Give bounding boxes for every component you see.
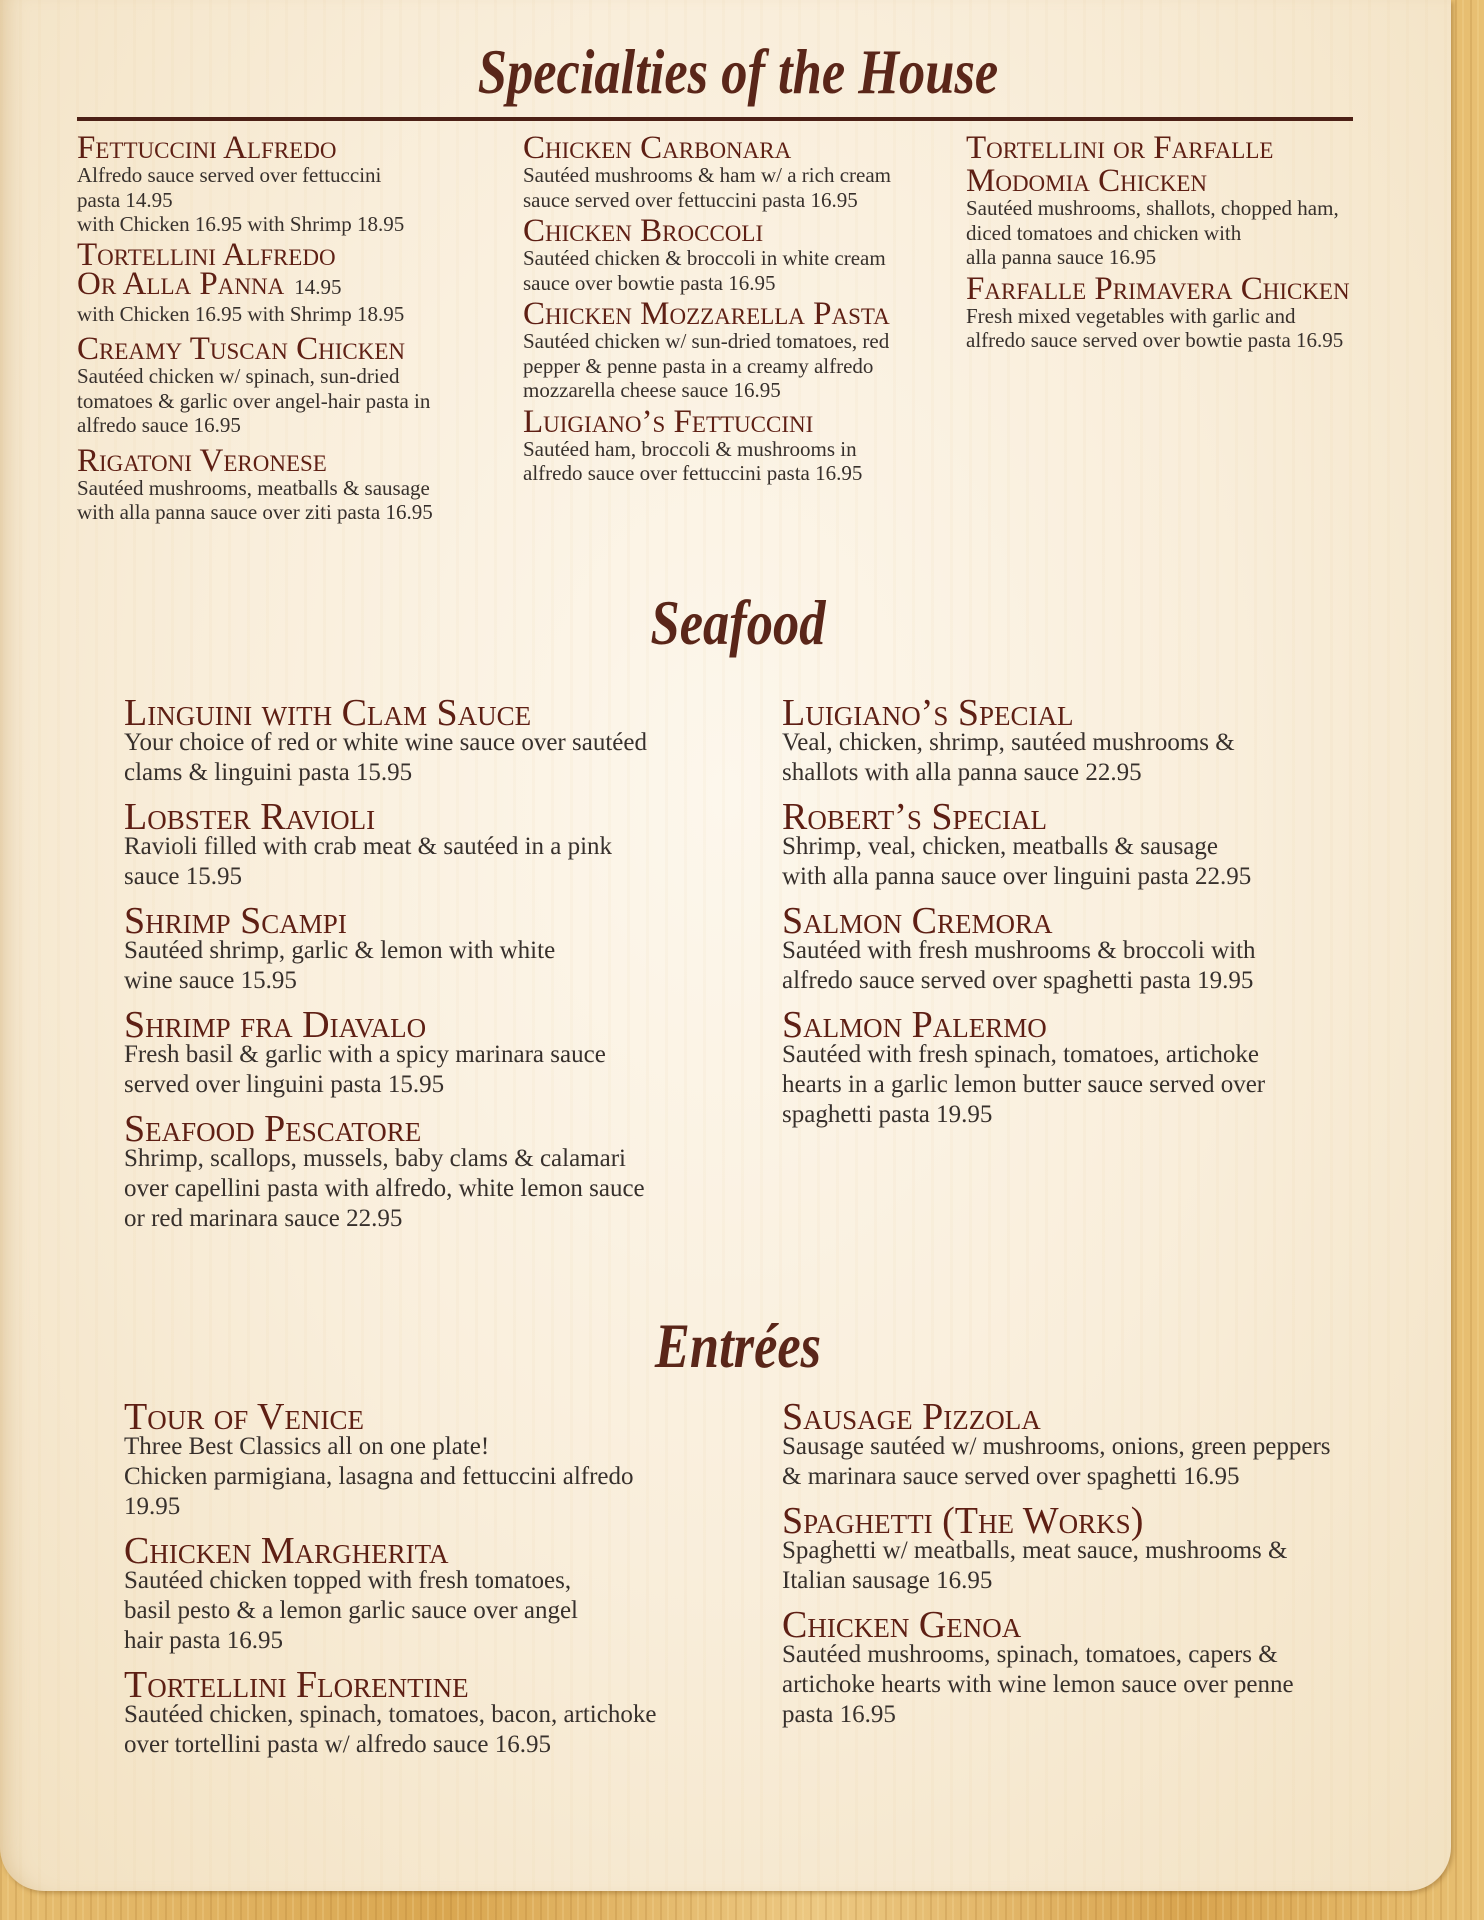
menu-item-name-text: Rigatoni Veronese [77,442,327,479]
menu-item-description-line: pasta 16.95 [782,1701,896,1728]
menu-item-description-line: Sautéed mushrooms, spinach, tomatoes, capers & [782,1641,1278,1668]
menu-item-description-line: Sautéed mushrooms, meatballs & sausage [77,475,430,500]
menu-item-description-line: Sautéed chicken w/ sun-dried tomatoes, red [523,329,890,353]
menu-item-name-text: Lobster Ravioli [124,796,376,838]
menu-item [782,1604,1331,1730]
menu-item [124,900,647,996]
menu-item-description-line: pepper & penne pasta in a creamy alfredo [523,353,874,378]
entrees-column-1 [124,1396,657,1760]
entrees-column-2 [782,1396,1331,1730]
menu-item-description-line: sauce served over fettuccini pasta 16.95 [523,187,858,212]
menu-item-name [124,692,647,734]
menu-item-name [523,130,891,166]
menu-item [77,331,433,438]
menu-item-name [124,1004,647,1046]
menu-item-description-line: 19.95 [124,1493,181,1520]
menu-item-description-line: sauce 15.95 [124,863,243,890]
menu-item-name [124,1664,656,1706]
menu-item-description-line: Sautéed chicken w/ spinach, sun-dried [77,364,400,388]
menu-item-description-line: tomatoes & garlic over angel-hair pasta in [77,388,431,413]
menu-item-name [782,1396,1331,1438]
menu-item-name [124,1530,656,1572]
entrees-section-title: Entrées [654,1310,822,1381]
menu-item-name [782,692,1265,734]
menu-item-name-text: Chicken Genoa [782,1604,1022,1646]
menu-item-description-line: with Chicken 16.95 with Shrimp 18.95 [77,301,405,326]
menu-item [782,1396,1331,1492]
menu-item-description-line: Fresh mixed vegetables with garlic and [966,303,1296,328]
menu-item-description-line: Italian sausage 16.95 [782,1567,993,1594]
menu-item-description-line: alla panna sauce 16.95 [966,245,1157,269]
seafood-column-1 [124,692,647,1234]
menu-item-description-line: Chicken parmigiana, lasagna and fettuccini alfredo [124,1463,634,1490]
menu-item-name-text: Chicken Carbonara [523,130,792,166]
menu-item-name-text: Tortellini Alfredo [77,236,336,273]
menu-item [782,692,1265,788]
menu-item-description-line: Sautéed chicken, spinach, tomatoes, bacon, artichoke [124,1701,657,1728]
menu-item [966,270,1350,353]
menu-item-name-text: Chicken Broccoli [523,213,764,249]
menu-item-description-line: wine sauce 15.95 [124,967,297,994]
menu-item [782,1500,1331,1596]
menu-item-name [124,1396,656,1438]
menu-item-description-line: Sautéed chicken & broccoli in white cream [523,246,886,270]
menu-item-description-line: alfredo sauce 16.95 [77,413,241,437]
menu-item-name [966,163,1350,199]
specialties-section-title: Specialties of the House [477,36,999,107]
menu-item-name-text: Tour of Venice [124,1396,364,1438]
menu-item-name-text: Or Alla Panna [77,265,285,302]
menu-item [124,1004,647,1100]
menu-item [523,213,891,295]
menu-item-name [966,270,1350,307]
menu-item-name-text: Luigiano’s Fettuccini [523,403,814,440]
menu-item-description-line: artichoke hearts with wine lemon sauce over penne [782,1671,1294,1698]
menu-item-description-line: Alfredo sauce served over fettuccini [77,163,382,187]
menu-item-price: 14.95 [294,274,342,299]
menu-item-description-line: basil pesto & a lemon garlic sauce over angel [124,1597,579,1624]
menu-item-name [124,796,647,838]
menu-item-name-text: Shrimp Scampi [124,900,347,942]
menu-item [523,130,891,212]
menu-item-description-line: Veal, chicken, shrimp, sautéed mushrooms & [782,729,1235,756]
menu-item-name [124,900,647,942]
menu-item [782,900,1265,996]
menu-item-description-line: Sausage sautéed w/ mushrooms, onions, green peppers [782,1433,1331,1460]
menu-item-description-line: over tortellini pasta w/ alfredo sauce 16.95 [124,1731,551,1758]
menu-item-name-text: Spaghetti (The Works) [782,1500,1144,1542]
specialties-column-3 [966,130,1350,353]
menu-item-name-text: Chicken Mozzarella Pasta [523,296,890,332]
menu-item-description-line: Ravioli filled with crab meat & sautéed in a pink [124,833,613,860]
menu-item-description-line: Sautéed with fresh spinach, tomatoes, artichoke [782,1041,1259,1068]
seafood-section-title: Seafood [650,587,826,658]
menu-item-name-text: Chicken Margherita [124,1530,449,1572]
menu-item-description-line: over capellini pasta with alfredo, white lemon sauce [124,1175,645,1202]
menu-item-description-line: diced tomatoes and chicken with [966,220,1242,245]
menu-item-name [782,900,1265,942]
menu-item-name-text: Shrimp fra Diavalo [124,1004,427,1046]
menu-item [782,796,1265,892]
menu-item-description-line: hair pasta 16.95 [124,1627,283,1654]
menu-item-description-line: mozzarella cheese sauce 16.95 [523,378,781,402]
menu-item-description-line: clams & linguini pasta 15.95 [124,759,413,786]
menu-item-name [77,265,433,302]
menu-item-name [782,796,1265,838]
menu-item [124,1108,647,1234]
menu-item-name-text: Seafood Pescatore [124,1108,422,1150]
menu-item-description-line: Spaghetti w/ meatballs, meat sauce, mushrooms & [782,1537,1288,1564]
menu-item [124,1530,656,1656]
menu-item [782,1004,1266,1130]
menu-item-description-line: alfredo sauce served over spaghetti pasta 19.95 [782,967,1254,994]
specialties-column-1 [77,130,433,525]
menu-item-name [77,442,433,479]
specialties-column-2 [523,130,891,486]
menu-item-description-line: Sautéed mushrooms, shallots, chopped ham, [966,196,1339,220]
seafood-column-2 [782,692,1266,1130]
menu-item-name-text: Linguini with Clam Sauce [124,692,532,734]
menu-item [523,296,891,403]
menu-item-name [523,213,891,249]
menu-item-name-text: Luigiano’s Special [782,692,1074,734]
menu-item [77,130,433,237]
menu-item-name-text: Salmon Palermo [782,1004,1047,1046]
menu-item-description-line: Sautéed chicken topped with fresh tomatoes, [124,1567,572,1594]
menu-item [966,130,1350,270]
menu-item-description-line: with Chicken 16.95 with Shrimp 18.95 [77,212,405,236]
menu-item [77,236,433,327]
menu-item-description-line: shallots with alla panna sauce 22.95 [782,759,1142,786]
menu-item-name-text: Creamy Tuscan Chicken [77,331,405,367]
menu-item-description-line: Sautéed ham, broccoli & mushrooms in [523,436,857,461]
title-divider [77,117,1353,121]
menu-item-description-line: Sautéed mushrooms & ham w/ a rich cream [523,163,891,187]
menu-item-name [523,296,891,332]
menu-item-description-line: Three Best Classics all on one plate! [124,1433,490,1460]
menu-item-description-line: with alla panna sauce over linguini pasta 22.95 [782,863,1252,890]
menu-item [77,442,433,525]
menu-item [124,796,647,892]
menu-item-name-text: Fettuccini Alfredo [77,130,337,166]
menu-item-description-line: alfredo sauce over fettuccini pasta 16.95 [523,461,863,485]
menu-item-description-line: Fresh basil & garlic with a spicy marinara sauce [124,1041,606,1068]
menu-item-name-text: Modomia Chicken [966,163,1208,199]
menu-item-name-text: Farfalle Primavera Chicken [966,270,1350,307]
menu-item-description-line: Shrimp, scallops, mussels, baby clams & calamari [124,1145,626,1172]
menu-item-name [77,331,433,367]
menu-item-description-line: sauce over bowtie pasta 16.95 [523,270,776,295]
menu-item-description-line: Shrimp, veal, chicken, meatballs & sausage [782,833,1218,860]
menu-item-name [124,1108,647,1150]
menu-item-name-text: Salmon Cremora [782,900,1053,942]
menu-item [124,1396,656,1522]
menu-item-name [523,403,891,440]
menu-item-description-line: hearts in a garlic lemon butter sauce served over [782,1071,1266,1098]
menu-item-description-line: pasta 14.95 [77,187,173,212]
menu-item-name [77,130,433,166]
menu-item-name [782,1004,1265,1046]
menu-item-description-line: & marinara sauce served over spaghetti 16.95 [782,1463,1240,1490]
menu-item-name-text: Tortellini Florentine [124,1664,469,1706]
menu-item-name [782,1604,1331,1646]
menu-item-description-line: spaghetti pasta 19.95 [782,1101,993,1128]
menu-item [124,692,647,788]
menu-item-name [966,130,1350,166]
menu-item-name-text: Tortellini or Farfalle [966,130,1274,166]
menu-item-name-text: Robert’s Special [782,796,1048,838]
menu-item [523,403,891,486]
menu-item-description-line: Sautéed with fresh mushrooms & broccoli with [782,937,1256,964]
menu-item [124,1664,657,1760]
menu-item-name-text: Sausage Pizzola [782,1396,1041,1438]
menu-item-description-line: Your choice of red or white wine sauce over sautéed [124,729,647,756]
menu-item-description-line: or red marinara sauce 22.95 [124,1205,403,1232]
menu-item-name [782,1500,1331,1542]
menu-item-description-line: with alla panna sauce over ziti pasta 16.95 [77,500,433,524]
menu-item-description-line: served over linguini pasta 15.95 [124,1071,445,1098]
menu-item-description-line: Sautéed shrimp, garlic & lemon with white [124,937,556,964]
menu-item-description-line: alfredo sauce served over bowtie pasta 16.95 [966,328,1344,352]
